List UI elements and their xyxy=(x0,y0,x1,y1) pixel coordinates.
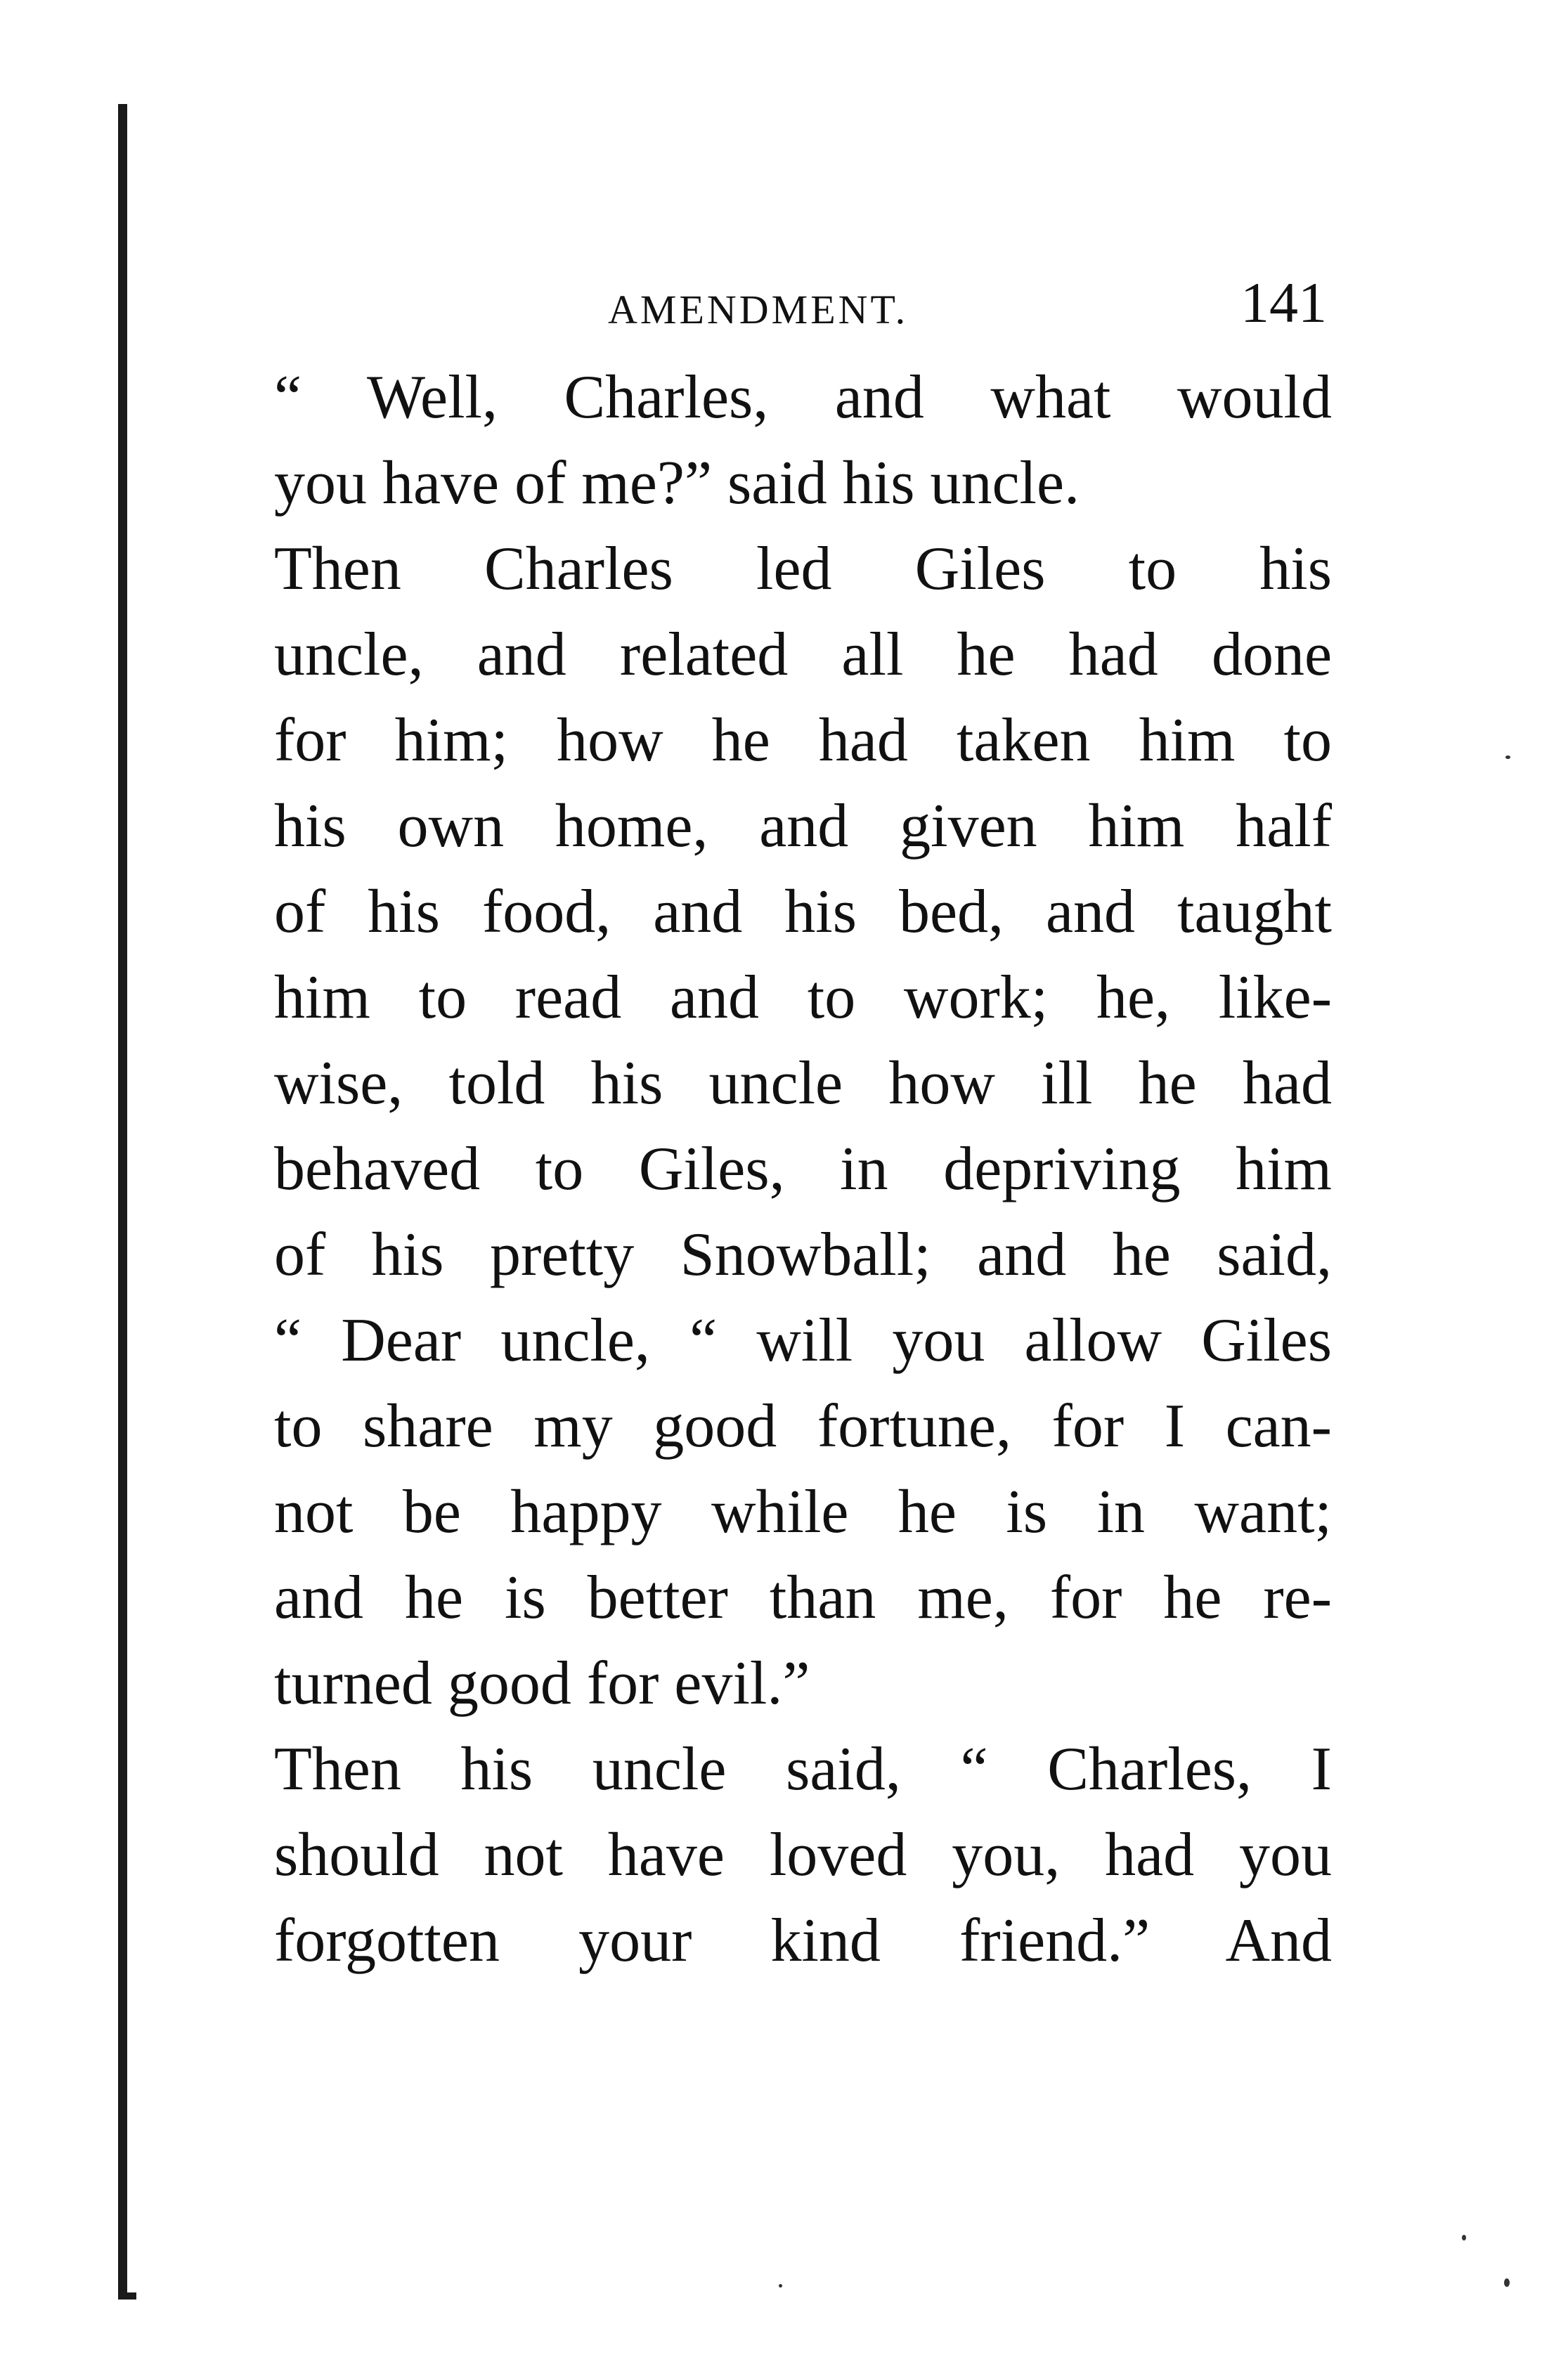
text-line: forgotten your kind friend.” And xyxy=(274,1907,1332,1975)
text-line: Then Charles led Giles to his xyxy=(274,535,1332,603)
binding-edge-foot xyxy=(118,2292,136,2300)
text-line: you have of me?” said his uncle. xyxy=(274,449,1080,517)
text-line: to share my good fortune, for I can- xyxy=(274,1392,1332,1460)
text-line: not be happy while he is in want; xyxy=(274,1478,1332,1546)
scan-speck xyxy=(1505,755,1510,759)
page-number: 141 xyxy=(1240,271,1327,335)
text-line: should not have loved you, had you xyxy=(274,1821,1332,1889)
text-line: behaved to Giles, in depriving him xyxy=(274,1135,1332,1203)
body-text xyxy=(274,355,1332,1984)
text-line: and he is better than me, for he re- xyxy=(274,1564,1332,1632)
scan-speck xyxy=(1462,2235,1466,2240)
binding-edge-line xyxy=(118,104,127,2298)
scan-speck xyxy=(779,2284,782,2288)
text-line: turned good for evil.” xyxy=(274,1649,810,1718)
text-line: of his food, and his bed, and taught xyxy=(274,878,1332,946)
text-line: him to read and to work; he, like- xyxy=(274,964,1332,1032)
page-header xyxy=(278,271,1328,351)
text-line: uncle, and related all he had done xyxy=(274,621,1332,689)
text-line: for him; how he had taken him to xyxy=(274,706,1332,774)
text-line: wise, told his uncle how ill he had xyxy=(274,1049,1332,1117)
text-line: “ Well, Charles, and what would xyxy=(274,363,1332,432)
running-head: AMENDMENT. xyxy=(608,287,909,332)
text-line: “ Dear uncle, “ will you allow Giles xyxy=(274,1306,1332,1375)
text-line: Then his uncle said, “ Charles, I xyxy=(274,1735,1332,1803)
text-line: his own home, and given him half xyxy=(274,792,1332,860)
scan-speck xyxy=(1504,2278,1510,2287)
text-line: of his pretty Snowball; and he said, xyxy=(274,1221,1332,1289)
